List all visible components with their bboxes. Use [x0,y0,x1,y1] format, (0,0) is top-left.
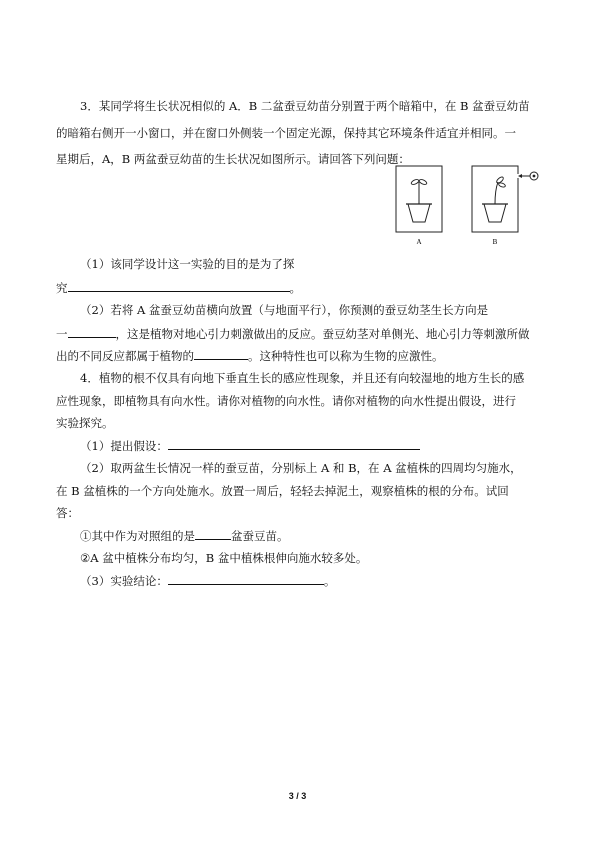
q3-part2-line-1: （2）若将 A 盆蚕豆幼苗横向放置（与地面平行），你预测的蚕豆幼茎生长方向是 [80,303,489,317]
q4-part3-end: 。 [323,574,336,588]
q3-part2-line-3 [56,348,539,363]
page-number: 3 / 3 [288,791,307,801]
q4-line-2: 应性现象，即植物具有向水性。请你对植物的向水性。请你对植物的向水性提出假设，进行 [56,394,516,408]
q4-sub1 [80,528,539,543]
q3-part1-end: 。 [289,281,301,295]
q3-part2-text: ，这是植物对地心引力刺激做出的反应。蚕豆幼茎对单侧光、地心引力等刺激所做 [115,327,530,341]
q4-sub1-text-b: 盆蚕豆苗。 [231,529,289,543]
q3-part1-line-2 [56,280,539,295]
answer-blank[interactable] [68,280,290,292]
q4-line-1: 4．植物的根不仅具有向地下垂直生长的感应性现象，并且还有向较湿地的地方生长的感 [80,371,525,385]
q4-line-3: 实验探究。 [56,416,114,430]
answer-blank[interactable] [195,528,231,540]
answer-blank[interactable] [68,326,116,338]
answer-blank[interactable] [168,573,324,585]
q3-line-3: 星期后，A，B 两盆蚕豆幼苗的生长状况如图所示。请回答下列问题： [56,152,410,166]
experiment-figure [394,164,540,248]
q3-part2-line-2 [56,326,539,341]
q4-sub1-text-a: ①其中作为对照组的是 [80,529,195,543]
q3-line-1: 3．某同学将生长状况相似的 A．B 二盆蚕豆幼苗分别置于两个暗箱中，在 B 盆蚕豆幼苗 [80,99,530,113]
q4-part3-label: （3）实验结论： [80,574,168,588]
q4-sub2: ②A 盆中植株分布均匀，B 盆中植株根伸向施水较多处。 [80,551,368,565]
q4-part2-line-3: 答： [56,506,79,520]
q4-part1-label: （1）提出假设： [80,439,168,453]
q4-part2-line-1: （2）取两盆生长情况一样的蚕豆苗，分别标上 A 和 B，在 A 盆植株的四周均匀施水， [80,461,522,475]
q4-part1 [80,438,539,453]
q3-part1-line-1: （1）该同学设计这一实验的目的是为了探 [80,257,295,271]
q4-part3 [80,573,539,588]
figure-label-b: B [492,238,498,246]
answer-blank[interactable] [194,348,248,360]
q3-part1-prefix: 究 [56,281,68,295]
q4-part2-line-2: 在 B 盆植株的一个方向处施水。放置一周后，轻轻去掉泥土，观察植株的根的分布。试回 [56,484,509,498]
q3-part2-text-b: 。这种特性也可以称为生物的应激性。 [248,349,444,363]
answer-blank[interactable] [168,438,420,450]
q3-line-2: 的暗箱右侧开一小窗口，并在窗口外侧装一个固定光源，保持其它环境条件适宜并相同。一 [56,126,516,140]
q3-part2-prefix: 一 [56,327,68,341]
figure-label-a: A [416,238,422,246]
q3-part2-text-a: 出的不同反应都属于植物的 [56,349,194,363]
